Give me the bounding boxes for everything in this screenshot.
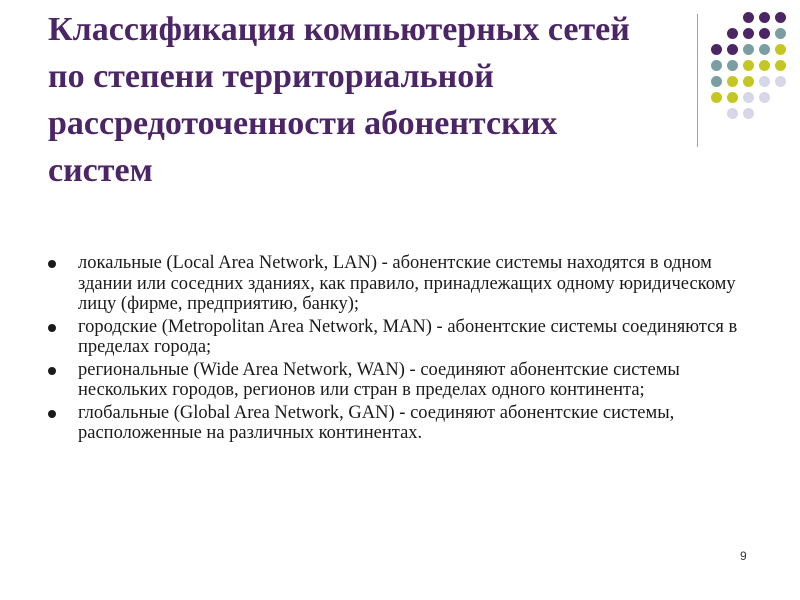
bullet-text: городские (Metropolitan Area Network, MAN) - абонентские системы соединяются в пределах города; [78, 316, 738, 357]
decorative-dot [727, 108, 738, 119]
bullet-text: региональные (Wide Area Network, WAN) - соединяют абонентские системы нескольких городов, регионов или стран в пределах одного континента; [78, 359, 680, 400]
decorative-dot [775, 60, 786, 71]
decorative-dot [743, 12, 754, 23]
decorative-dot [775, 28, 786, 39]
decorative-dot [743, 92, 754, 103]
bullet-text: локальные (Local Area Network, LAN) - абонентские системы находятся в одном здании или соседних зданиях, как правило, принадлежащих одному юридическому лицу (фирме, предприятию, банку); [78, 253, 736, 314]
decorative-dot [743, 108, 754, 119]
bullet-icon [48, 367, 56, 375]
decorative-dot [711, 44, 722, 55]
bullet-icon [48, 410, 56, 418]
bullet-item-wan [48, 360, 748, 401]
bullet-icon [48, 260, 56, 268]
decorative-dot [759, 44, 770, 55]
decorative-dot [711, 76, 722, 87]
decorative-dot [727, 76, 738, 87]
bullet-icon [48, 324, 56, 332]
decorative-dot [743, 76, 754, 87]
decorative-dot [775, 76, 786, 87]
decorative-dot [759, 28, 770, 39]
decorative-dot [743, 44, 754, 55]
page-number: 9 [740, 549, 747, 563]
decorative-dot [775, 12, 786, 23]
decorative-dot [711, 92, 722, 103]
decorative-dot [743, 28, 754, 39]
bullet-item-man [48, 317, 748, 358]
slide-title: Классификация компьютерных сетей по степени территориальной рассредоточенности абонентских систем [48, 11, 630, 189]
vertical-divider [697, 14, 698, 147]
decorative-dot [727, 28, 738, 39]
decorative-dot [727, 92, 738, 103]
decorative-dot [759, 12, 770, 23]
bullet-list [48, 253, 748, 446]
decorative-dot [775, 44, 786, 55]
decorative-dot [759, 60, 770, 71]
decorative-dot-grid [711, 12, 791, 132]
decorative-dot [727, 60, 738, 71]
decorative-dot [711, 60, 722, 71]
decorative-dot [727, 44, 738, 55]
bullet-item-lan [48, 253, 748, 315]
decorative-dot [759, 92, 770, 103]
bullet-item-gan [48, 403, 748, 444]
decorative-dot [759, 76, 770, 87]
bullet-text: глобальные (Global Area Network, GAN) - соединяют абонентские системы, расположенные на различных континентах. [78, 402, 675, 443]
decorative-dot [743, 60, 754, 71]
